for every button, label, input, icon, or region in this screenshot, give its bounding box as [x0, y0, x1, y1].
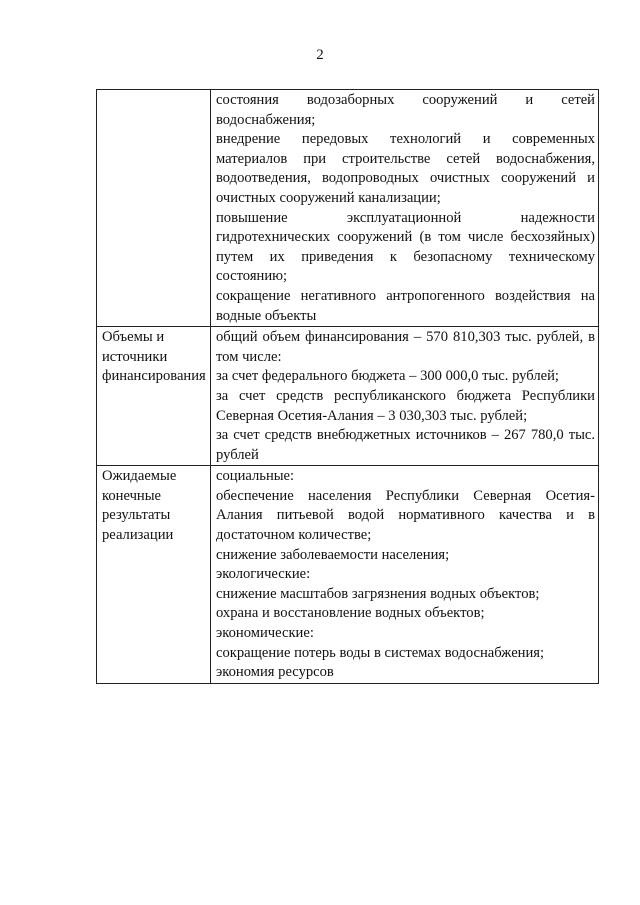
row-label-cell — [97, 90, 211, 327]
paragraph: экономия ресурсов — [216, 664, 334, 681]
table-row — [97, 466, 599, 684]
passport-table — [96, 89, 599, 684]
row-label-line: источники — [102, 348, 168, 365]
row-label-line: конечные — [102, 487, 162, 504]
paragraph: экономические: — [216, 625, 314, 642]
row-label-line: Ожидаемые — [102, 468, 177, 485]
paragraph: сокращение потерь воды в системах водоснабжения; — [216, 644, 545, 661]
page-number: 2 — [316, 47, 324, 63]
row-label-cell — [97, 466, 211, 684]
paragraph: социальные: — [216, 468, 295, 485]
row-label-cell — [97, 327, 211, 466]
table-row — [97, 90, 599, 327]
paragraph: за счет средств республиканского бюджета Республики Северная Осетия-Алания – 3 030,303 тыс. рублей; — [216, 387, 595, 424]
paragraph: за счет средств внебюджетных источников – 267 780,0 тыс. рублей — [216, 427, 595, 463]
paragraph: сокращение негативного антропогенного воздействия на водные объекты — [216, 287, 595, 324]
paragraph: охрана и восстановление водных объектов; — [216, 605, 485, 622]
paragraph: внедрение передовых технологий и современных материалов при строительстве сетей водоснабжения, водоотведения, водопроводных очистных сооружений и очистных сооружений канализации; — [216, 131, 595, 206]
row-label-line: Объемы и — [102, 329, 165, 346]
paragraph: обеспечение населения Республики Северная Осетия-Алания питьевой водой нормативного качества и в достаточном количестве; — [216, 487, 595, 544]
paragraph: повышение эксплуатационной надежности гидротехнических сооружений (в том числе бесхозяйных) путем их приведения к безопасному техническому состоянию; — [216, 209, 595, 285]
paragraph: снижение масштабов загрязнения водных объектов; — [216, 585, 540, 602]
paragraph: снижение заболеваемости населения; — [216, 546, 450, 563]
paragraph: за счет федерального бюджета – 300 000,0 тыс. рублей; — [216, 368, 559, 385]
row-label-line: финансирования — [102, 368, 206, 385]
paragraph: состояния водозаборных сооружений и сетей водоснабжения; — [216, 92, 595, 128]
table-row — [97, 327, 599, 466]
paragraph: экологические: — [216, 566, 311, 583]
row-content-cell — [211, 90, 599, 327]
row-label-line: результаты — [102, 507, 171, 524]
paragraph: общий объем финансирования – 570 810,303 тыс. рублей, в том числе: — [216, 329, 595, 365]
row-label-line: реализации — [102, 527, 174, 544]
row-content-cell — [211, 327, 599, 466]
row-content-cell — [211, 466, 599, 684]
